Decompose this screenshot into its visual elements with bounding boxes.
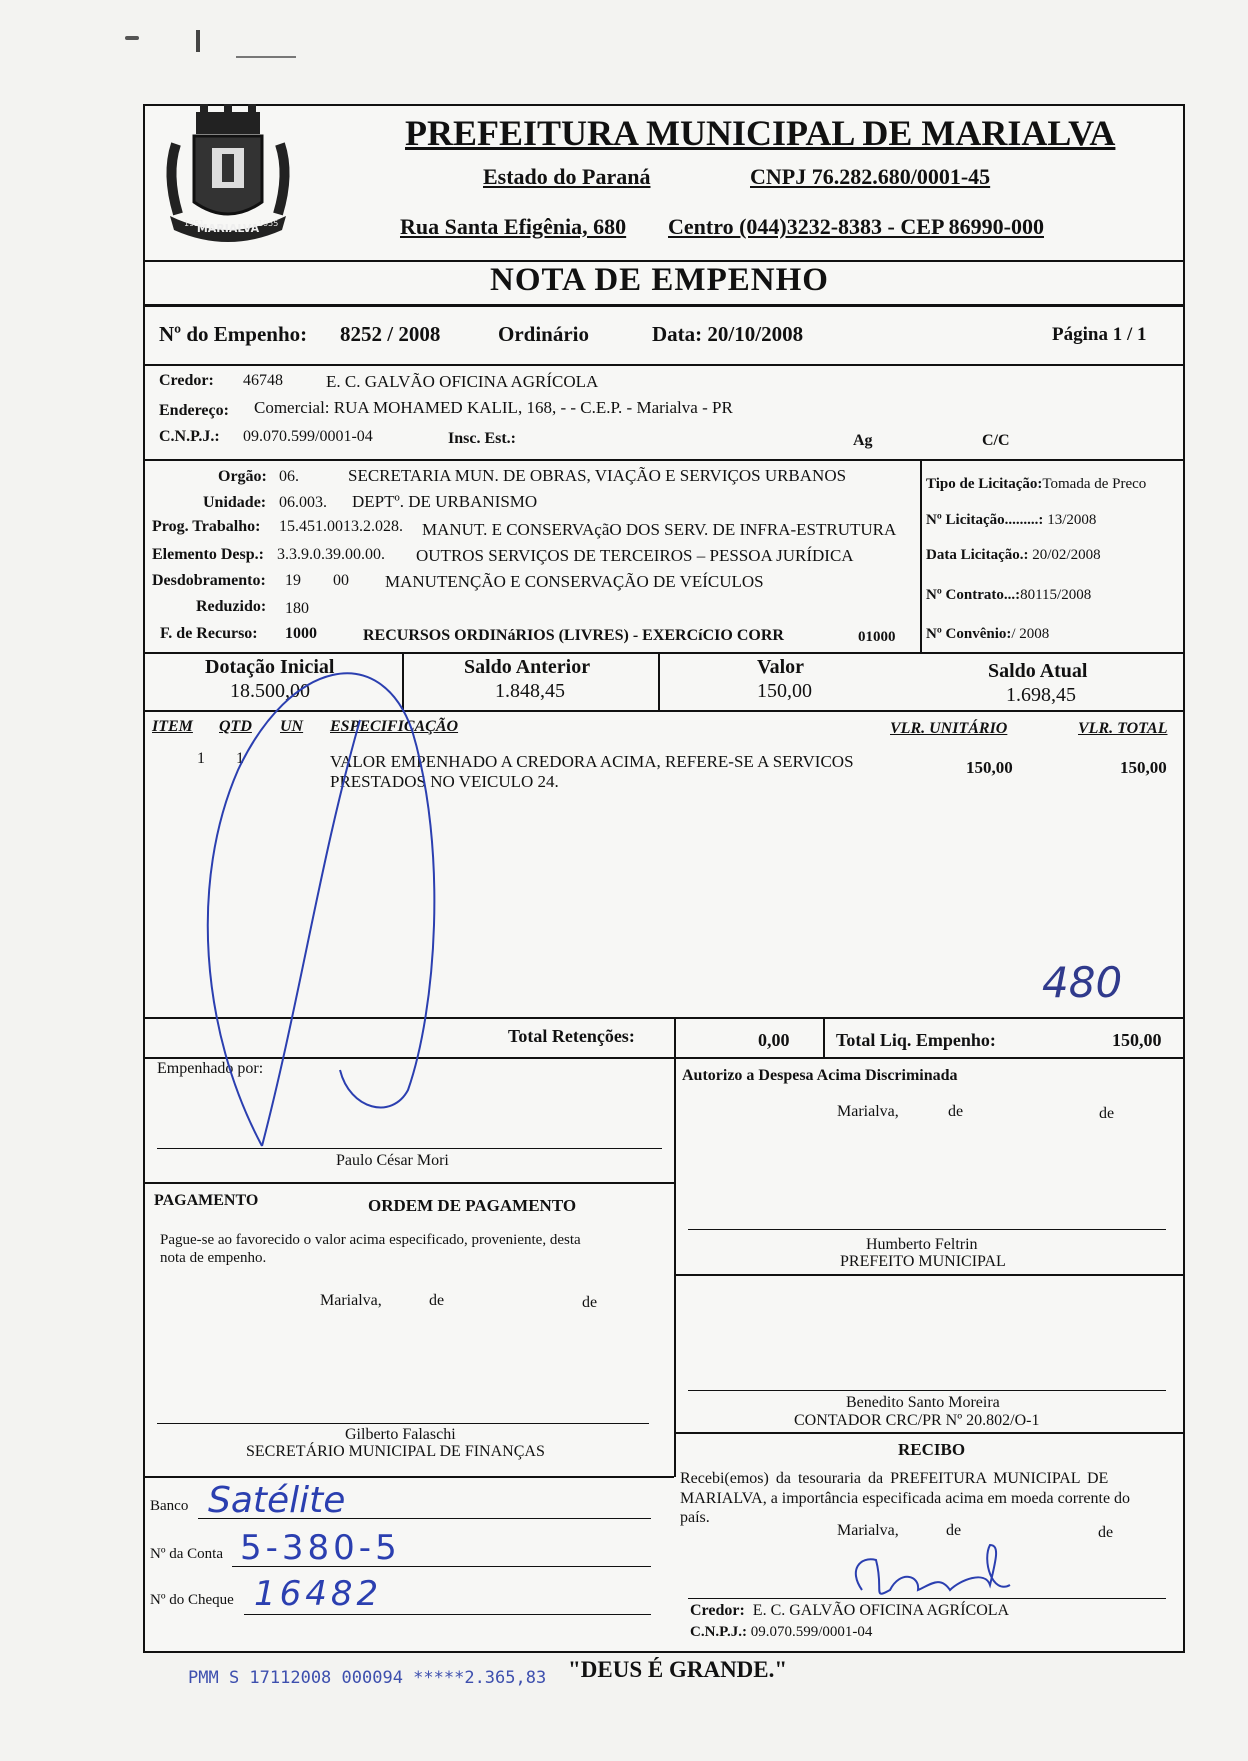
divider [674, 1274, 1183, 1276]
signature-line [157, 1423, 649, 1424]
recibo-credor-name: E. C. GALVÃO OFICINA AGRÍCOLA [752, 1602, 1010, 1619]
crest-year-left: 1951 [184, 219, 205, 228]
field-line [198, 1518, 651, 1519]
divider [143, 364, 1183, 366]
row-spec-line2: PRESTADOS NO VEICULO 24. [330, 772, 559, 791]
recibo-text-line2: MARIALVA, a importância especificada acima em moeda corrente do [680, 1490, 1131, 1507]
licitacao-data-label: Data Licitação.: [926, 547, 1029, 563]
valor-label: Valor [757, 656, 805, 678]
reduzido-code: 180 [285, 600, 309, 617]
reduzido-label: Reduzido: [196, 598, 267, 615]
unidade-name: DEPTº. DE URBANISMO [352, 492, 538, 511]
licitacao-tipo [926, 476, 1146, 493]
licitacao-tipo-label: Tipo de Licitação: [926, 476, 1043, 492]
signature-line [157, 1148, 662, 1149]
divider [674, 1432, 1183, 1434]
divider [143, 1476, 674, 1478]
pagamento-label: PAGAMENTO [154, 1192, 259, 1209]
signature-line [688, 1390, 1166, 1391]
licitacao-convenio [926, 626, 1049, 643]
col-header-unit-value: VLR. UNITÁRIO [890, 720, 1008, 737]
banco-label: Banco [150, 1498, 189, 1514]
recibo-label: RECIBO [898, 1440, 966, 1459]
footer-stamp: PMM S 17112008 000094 *****2.365,83 [188, 1668, 547, 1688]
licitacao-num-label: Nº Licitação.........: [926, 512, 1044, 528]
cheque-label: Nº do Cheque [150, 1592, 234, 1608]
liq-empenho-value: 150,00 [1112, 1030, 1162, 1050]
unidade-label: Unidade: [203, 494, 267, 511]
recibo-text-line1: Recebi(emos) da tesouraria da PREFEITURA MUNICIPAL DE [680, 1470, 1109, 1487]
credor-cc-label: C/C [982, 432, 1010, 449]
col-header-qtd: QTD [219, 718, 252, 735]
pagamento-de1: de [429, 1292, 445, 1309]
elemento-label: Elemento Desp.: [152, 546, 264, 563]
divider-vertical [674, 1017, 676, 1057]
saldo-anterior-value: 1.848,45 [495, 680, 565, 702]
divider-vertical [674, 1057, 676, 1477]
recibo-cnpj-value: 09.070.599/0001-04 [750, 1624, 873, 1640]
header-state: Estado do Paraná [483, 164, 651, 189]
prog-name: MANUT. E CONSERVAçãO DOS SERV. DE INFRA-ESTRUTURA [422, 520, 897, 539]
divider [143, 1182, 674, 1184]
valor-value: 150,00 [757, 680, 812, 702]
divider-vertical [920, 459, 922, 652]
licitacao-num [926, 512, 1096, 529]
saldo-atual-value: 1.698,45 [1006, 684, 1076, 706]
orgao-label: Orgão: [218, 468, 267, 485]
signature-line [688, 1598, 1166, 1599]
orgao-name: SECRETARIA MUN. DE OBRAS, VIAÇÃO E SERVIÇOS URBANOS [348, 466, 847, 485]
field-line [244, 1614, 651, 1615]
banco-value: Satélite [208, 1480, 346, 1521]
empenhado-label: Empenhado por: [157, 1060, 264, 1077]
row-spec-line1: VALOR EMPENHADO A CREDORA ACIMA, REFERE-SE A SERVICOS [330, 752, 854, 771]
empenho-label: Nº do Empenho: [159, 322, 308, 346]
credor-code: 46748 [243, 372, 283, 389]
scan-speck [236, 56, 296, 58]
scan-speck [196, 30, 200, 52]
credor-address: Comercial: RUA MOHAMED KALIL, 168, - - C.E.P. - Marialva - PR [254, 398, 733, 417]
retencoes-value: 0,00 [758, 1030, 790, 1050]
header-address: Rua Santa Efigênia, 680 [400, 214, 627, 239]
autorizo-city: Marialva, [837, 1103, 899, 1120]
contador-role: CONTADOR CRC/PR Nº 20.802/O-1 [794, 1412, 1040, 1429]
recibo-city: Marialva, [837, 1522, 899, 1539]
empenho-page: Página 1 / 1 [1052, 324, 1147, 345]
desdobramento-name: MANUTENÇÃO E CONSERVAÇÃO DE VEÍCULOS [385, 572, 764, 591]
credor-ag-label: Ag [853, 432, 873, 449]
header-cnpj: CNPJ 76.282.680/0001-45 [750, 164, 991, 189]
divider [143, 652, 1183, 654]
contador-name: Benedito Santo Moreira [846, 1394, 1000, 1411]
row-qtd: 1 [236, 750, 244, 767]
recibo-cnpj-label: C.N.P.J.: [690, 1624, 747, 1640]
licitacao-data-value: 20/02/2008 [1032, 547, 1101, 563]
divider [143, 1017, 1183, 1019]
credor-cnpj-label: C.N.P.J.: [159, 428, 220, 445]
row-item: 1 [197, 750, 205, 767]
pagamento-text-line1: Pague-se ao favorecido o valor acima especificado, proveniente, desta [160, 1232, 581, 1248]
header-address-rest: Centro (044)3232-8383 - CEP 86990-000 [668, 214, 1044, 239]
row-unit-value: 150,00 [966, 758, 1013, 777]
cheque-value: 16482 [254, 1574, 383, 1614]
licitacao-convenio-value: / 2008 [1011, 626, 1050, 642]
credor-cnpj: 09.070.599/0001-04 [243, 428, 373, 445]
divider-vertical [658, 652, 660, 710]
licitacao-convenio-label: Nº Convênio: [926, 626, 1012, 642]
licitacao-data [926, 547, 1101, 564]
dotacao-value: 18.500,00 [230, 680, 310, 702]
recibo-cnpj [690, 1624, 872, 1641]
credor-label: Credor: [159, 372, 214, 389]
fonte-code2: 01000 [858, 629, 896, 645]
divider-vertical [823, 1017, 825, 1057]
handwritten-note: 480 [1042, 958, 1123, 1007]
autorizo-de1: de [948, 1103, 964, 1120]
recibo-credor-label: Credor: [690, 1602, 745, 1619]
col-header-total-value: VLR. TOTAL [1078, 720, 1168, 737]
desdobramento-label: Desdobramento: [152, 572, 266, 589]
recibo-de1: de [946, 1522, 962, 1539]
header-title: PREFEITURA MUNICIPAL DE MARIALVA [405, 113, 1116, 153]
municipal-crest-icon [156, 104, 300, 254]
desdobramento-code1: 19 [285, 572, 301, 589]
elemento-name: OUTROS SERVIÇOS DE TERCEIROS – PESSOA JURÍDICA [416, 546, 854, 565]
retencoes-label: Total Retenções: [508, 1026, 635, 1046]
pagamento-city: Marialva, [320, 1292, 382, 1309]
conta-label: Nº da Conta [150, 1546, 223, 1562]
fonte-code: 1000 [285, 625, 317, 642]
empenhado-name: Paulo César Mori [336, 1152, 449, 1169]
liq-empenho-label: Total Liq. Empenho: [836, 1030, 996, 1050]
field-line [232, 1566, 651, 1567]
unidade-code: 06.003. [279, 494, 327, 511]
secretario-role: SECRETÁRIO MUNICIPAL DE FINANÇAS [246, 1443, 545, 1460]
secretario-name: Gilberto Falaschi [345, 1426, 456, 1443]
prefeito-role: PREFEITO MUNICIPAL [840, 1253, 1006, 1270]
licitacao-contrato [926, 587, 1091, 604]
credor-address-label: Endereço: [159, 402, 229, 419]
elemento-code: 3.3.9.0.39.00.00. [277, 546, 385, 563]
col-header-item: ITEM [152, 718, 193, 735]
empenho-number: 8252 / 2008 [340, 322, 441, 346]
divider-vertical [402, 652, 404, 710]
pagamento-de2: de [582, 1294, 598, 1311]
divider [143, 304, 1183, 307]
credor-insc-label: Insc. Est.: [448, 430, 517, 447]
credor-name: E. C. GALVÃO OFICINA AGRÍCOLA [326, 372, 599, 391]
recibo-de2: de [1098, 1524, 1114, 1541]
recibo-credor [690, 1602, 1009, 1620]
dotacao-label: Dotação Inicial [205, 656, 335, 678]
orgao-code: 06. [279, 468, 299, 485]
saldo-anterior-label: Saldo Anterior [464, 656, 591, 678]
empenho-date: Data: 20/10/2008 [652, 322, 804, 346]
desdobramento-code2: 00 [333, 572, 349, 589]
crest-year-right: 1955 [258, 219, 279, 228]
crest-banner-text: MARIALVA [196, 222, 260, 235]
prog-code: 15.451.0013.2.028. [279, 518, 403, 535]
prefeito-name: Humberto Feltrin [866, 1236, 978, 1253]
licitacao-num-value: 13/2008 [1047, 512, 1097, 528]
signature-line [688, 1229, 1166, 1230]
pagamento-text-line2: nota de empenho. [160, 1250, 267, 1266]
scan-speck [125, 36, 139, 40]
recibo-text-line3: país. [680, 1509, 710, 1526]
divider [143, 1057, 1183, 1059]
document-title: NOTA DE EMPENHO [490, 262, 829, 298]
footer-motto: "DEUS É GRANDE." [568, 1657, 788, 1682]
autorizo-de2: de [1099, 1105, 1115, 1122]
autorizo-label: Autorizo a Despesa Acima Discriminada [682, 1067, 958, 1084]
fonte-label: F. de Recurso: [160, 625, 258, 642]
col-header-spec: ESPECIFICAÇÃO [330, 718, 459, 735]
licitacao-contrato-label: Nº Contrato...: [926, 587, 1021, 603]
saldo-atual-label: Saldo Atual [988, 660, 1088, 682]
empenho-type: Ordinário [498, 322, 590, 346]
fonte-name: RECURSOS ORDINáRIOS (LIVRES) - EXERCíCIO CORR [363, 627, 784, 644]
licitacao-contrato-value: 80115/2008 [1020, 587, 1092, 603]
prog-label: Prog. Trabalho: [152, 518, 261, 535]
ordem-pagamento-label: ORDEM DE PAGAMENTO [368, 1196, 577, 1215]
row-total-value: 150,00 [1120, 758, 1167, 777]
licitacao-tipo-value: Tomada de Preco [1042, 476, 1147, 492]
divider [143, 710, 1183, 712]
col-header-un: UN [280, 718, 304, 735]
divider [143, 459, 1183, 461]
conta-value: 5-380-5 [240, 1528, 401, 1568]
